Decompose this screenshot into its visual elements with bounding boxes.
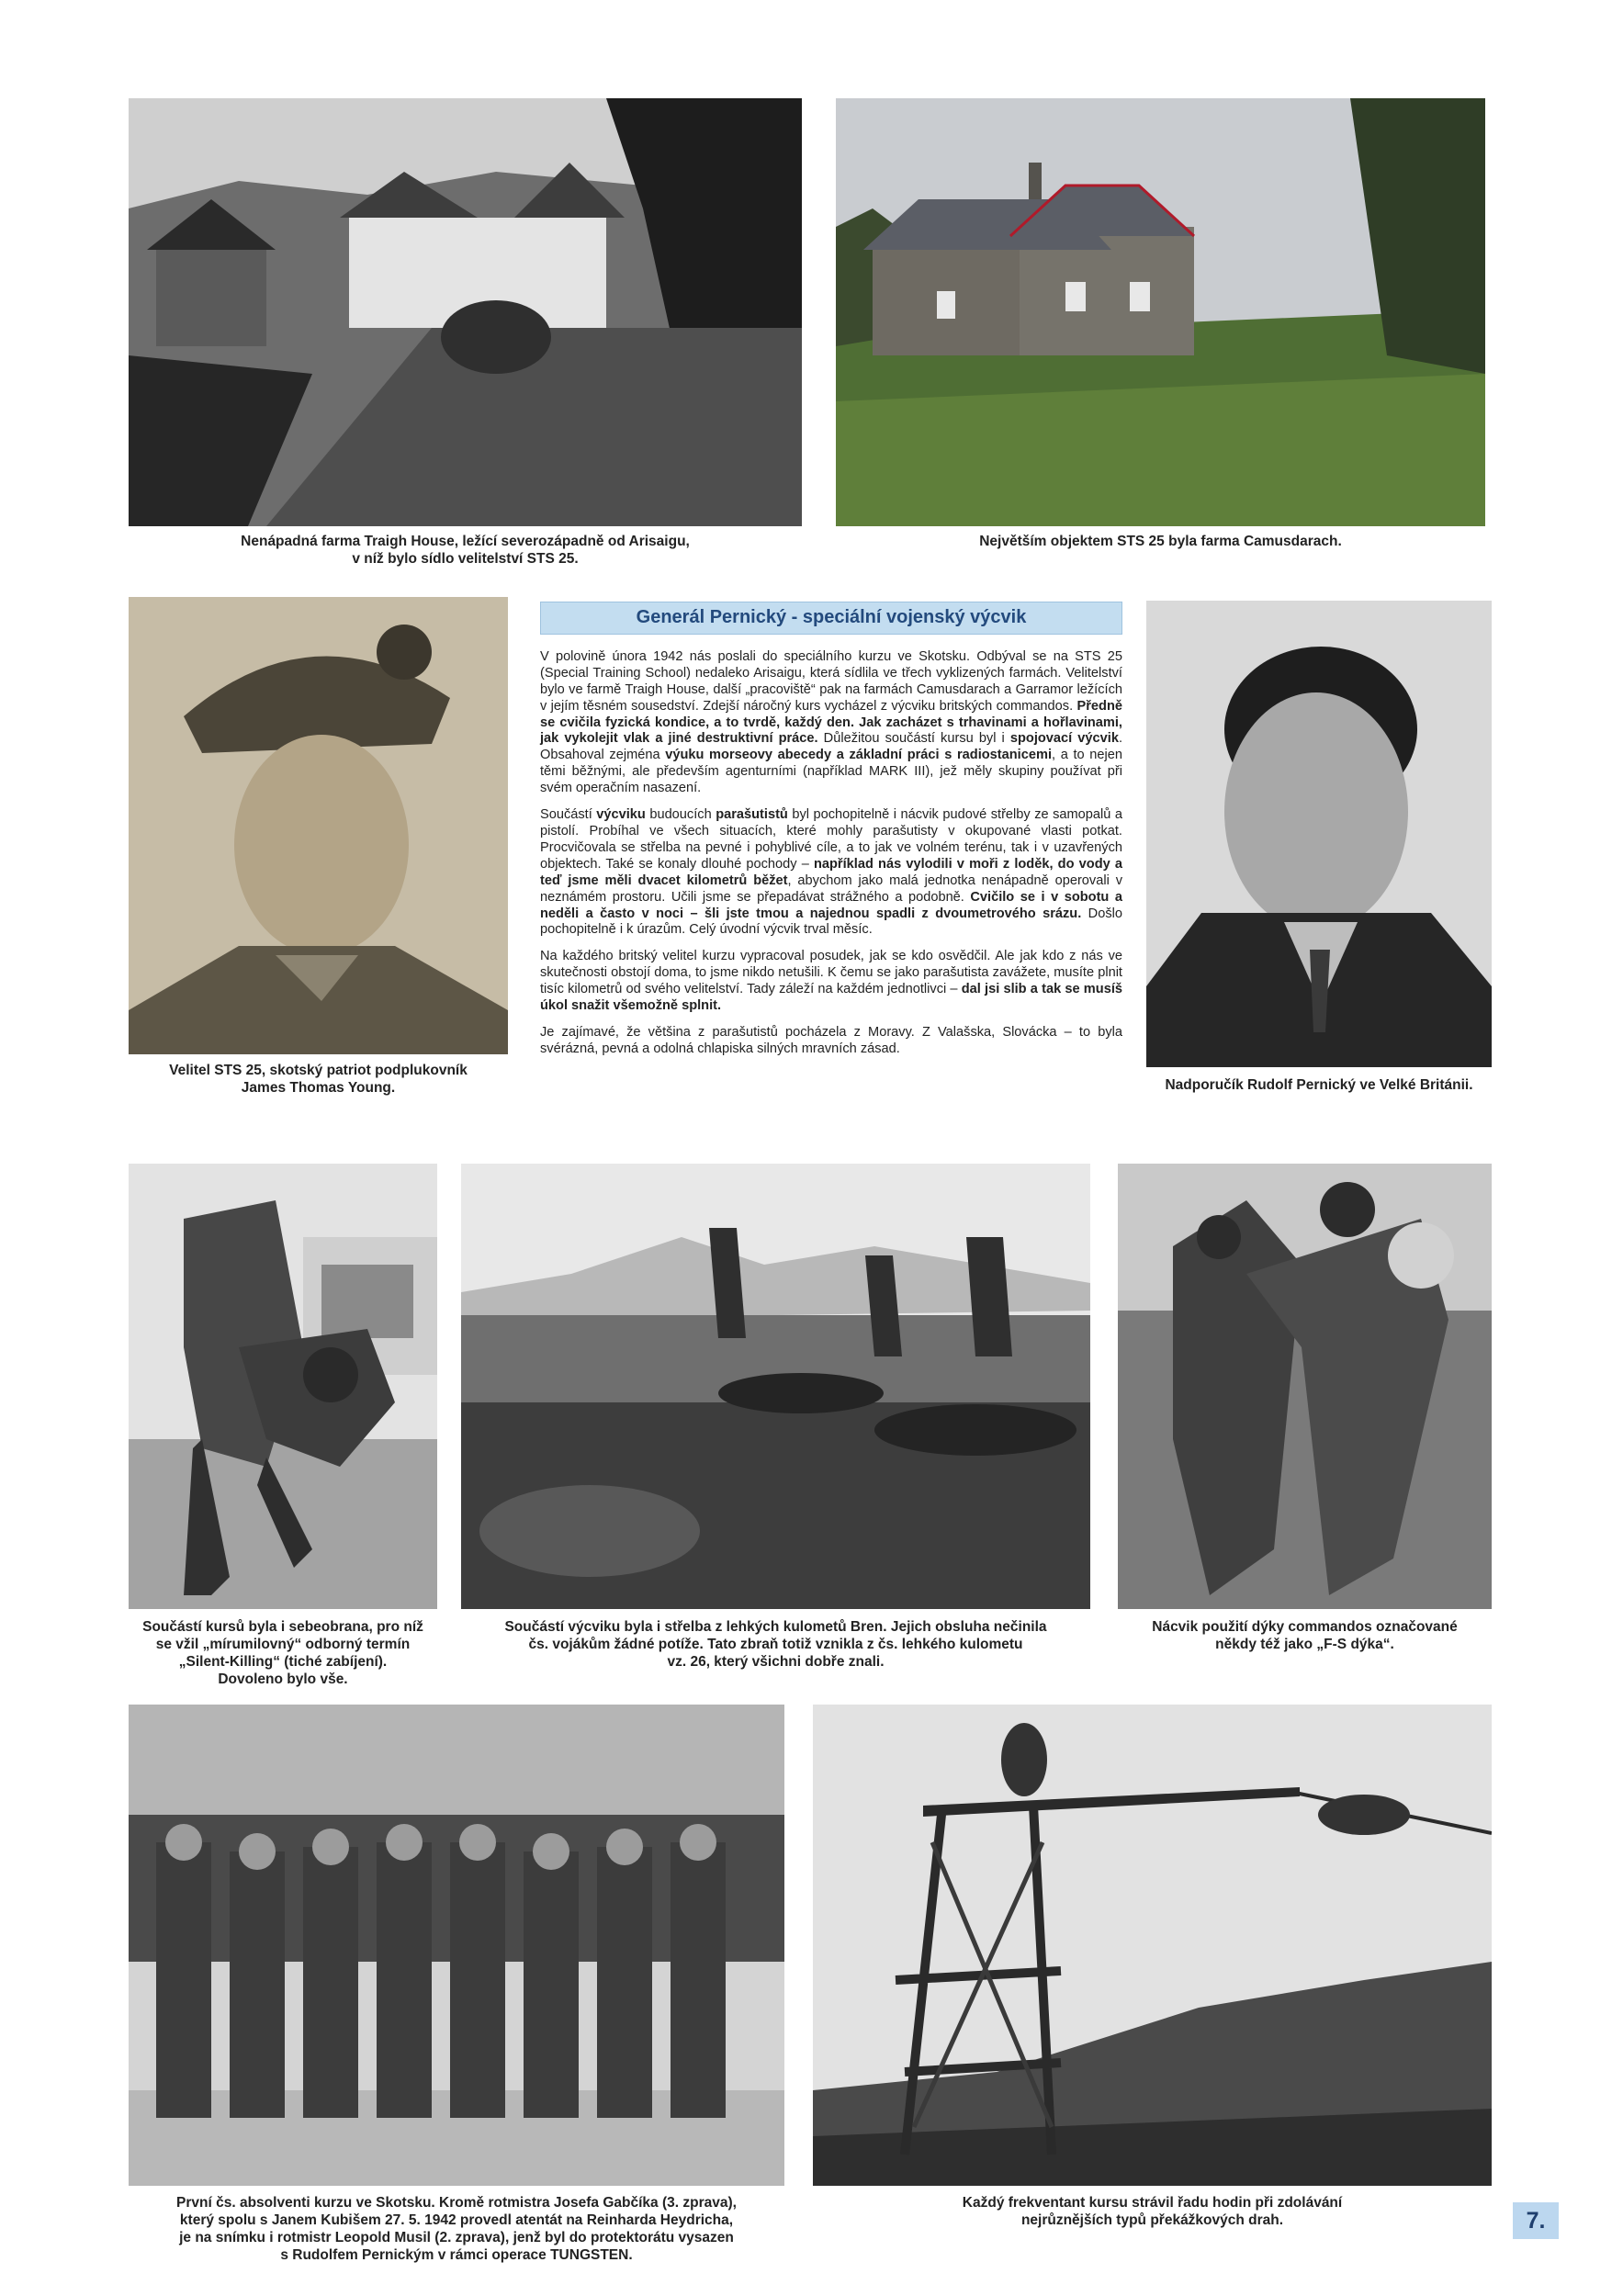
text-run: . Obsahoval zejména [540, 731, 1122, 763]
caption-line: vz. 26, který všichni dobře znali. [667, 1654, 885, 1670]
text-run: Důležitou součástí kursu byl i [817, 731, 1010, 747]
caption-line: Součástí kursů byla i sebeobrana, pro níž [142, 1619, 423, 1635]
text-run: budoucích [645, 807, 716, 823]
rudolf-pernicky-portrait [1146, 601, 1492, 1067]
caption-line: nejrůznějších typů překážkových drah. [1020, 2212, 1284, 2228]
caption-line: který spolu s Janem Kubišem 27. 5. 1942 provedl atentát na Reinharda Heydricha, [179, 2212, 734, 2228]
photo-caption [813, 2194, 1492, 2229]
text-run: , a to nejen těmi běžnými, ale především agenturními (například MARK III), jež měly skupiny používat při svém operačním nasazení. [540, 748, 1123, 796]
article-title: Generál Pernický - speciální vojenský výcvik [540, 602, 1122, 635]
photo-caption [129, 533, 802, 568]
photo-caption [1118, 1618, 1492, 1653]
caption-line: někdy též jako „F-S dýka“. [1215, 1637, 1394, 1652]
text-run: , abychom jako malá jednotka nenápadně operovali v neznámém prostoru. Učili jsme se přepadávat strážného a podobně. [540, 872, 1122, 905]
caption-line: Dovoleno bylo vše. [218, 1671, 348, 1687]
bold-text: spojovací výcvik [1009, 731, 1119, 747]
bold-text: dal jsi slib a tak se musíš úkol snažit všemožně splnit. [540, 982, 1122, 1014]
bold-text: parašutistů [716, 807, 788, 823]
caption-line: Nenápadná farma Traigh House, ležící severozápadně od Arisaigu, [241, 534, 690, 549]
text-run: Došlo pochopitelně i k úrazům. Celý úvodní výcvik trval měsíc. [540, 906, 1122, 938]
caption-line: James Thomas Young. [241, 1080, 396, 1096]
caption-line: čs. vojákům žádné potíže. Tato zbraň totiž vznikla z čs. lehkého kulometu [528, 1637, 1023, 1652]
traigh-house-photo [129, 98, 802, 526]
article-paragraph [540, 649, 1122, 797]
caption-line: Každý frekventant kursu strávil řadu hodin při zdolávání [962, 2195, 1343, 2211]
caption-line: První čs. absolventi kurzu ve Skotsku. Kromě rotmistra Josefa Gabčíka (3. zprava), [176, 2195, 737, 2211]
caption-line: Nácvik použití dýky commandos označované [1152, 1619, 1458, 1635]
caption-line: Velitel STS 25, skotský patriot podplukovník [169, 1063, 468, 1078]
photo-caption [129, 1618, 437, 1688]
caption-line: Nadporučík Rudolf Pernický ve Velké Británii. [1165, 1077, 1473, 1093]
caption-line: Největším objektem STS 25 byla farma Camusdarach. [979, 534, 1342, 549]
first-graduates-group-photo [129, 1705, 784, 2186]
article-body [540, 649, 1122, 1058]
photo-caption [836, 533, 1485, 550]
bold-text: výcviku [596, 807, 646, 823]
bold-text: Předně se cvičila fyzická kondice, a to tvrdě, každý den. Jak zacházet s trhavinami a hořlavinami, jak vykolejit vlak a jiné destruktivní práce. [540, 698, 1122, 747]
james-thomas-young-portrait [129, 597, 508, 1054]
self-defense-photo [129, 1164, 437, 1609]
text-run: V polovině února 1942 nás poslali do speciálního kurzu ve Skotsku. Odbýval se na STS 25 (Special Training School) nedaleko Arisaigu, která sídlila ve třech vyklizených farmách. Velitelství bylo ve farmě Traigh House, další „pracoviště“ pak na farmách Camusdarach a Garramor ležících v jejím těsném sousedství. Zdejší náročný kurs vycházel z výcviku britských commandos. [540, 648, 1122, 714]
bold-text: výuku morseovy abecedy a základní práci s radiostanicemi [665, 748, 1053, 763]
caption-line: „Silent-Killing“ (tiché zabíjení). [178, 1654, 388, 1670]
article-paragraph [540, 807, 1122, 939]
obstacle-course-photo [813, 1705, 1492, 2186]
article [540, 602, 1122, 1068]
camusdarach-farm-photo [836, 98, 1485, 526]
photo-caption [1146, 1076, 1492, 1094]
photo-caption [129, 2194, 784, 2264]
fs-dagger-training-photo [1118, 1164, 1492, 1609]
article-paragraph [540, 949, 1122, 1015]
bren-gun-training-photo [461, 1164, 1090, 1609]
text-run: Na každého britský velitel kurzu vypracoval posudek, jak se kdo osvědčil. Ale jak kdo z nás ve skutečnosti obstojí doma, to jsme nikdo netušili. K čemu se jako parašutista zavážete, musíte plnit tisíc kilometrů od svého velitelství. Tady záleží na každém jednotlivci – [540, 949, 1122, 997]
caption-line: s Rudolfem Pernickým v rámci operace TUNGSTEN. [280, 2247, 633, 2263]
text-run: Součástí [540, 807, 597, 823]
photo-caption [461, 1618, 1090, 1671]
photo-caption [129, 1062, 508, 1097]
bold-text: Cvičilo se i v sobotu a neděli a často v noci – šli jste tmou a najednou spadli z dvoumetrového srázu. [540, 889, 1122, 921]
article-paragraph [540, 1025, 1122, 1058]
page-number: 7. [1513, 2202, 1559, 2239]
bold-text: například nás vylodili v moři z loděk, do vody a teď jsme měli dvacet kilometrů běžet [540, 856, 1123, 888]
caption-line: je na snímku i rotmistr Leopold Musil (2. zprava), jenž byl do protektorátu vysazen [179, 2230, 734, 2245]
caption-line: Součástí výcviku byla i střelba z lehkých kulometů Bren. Jejich obsluha nečinila [504, 1619, 1047, 1635]
caption-line: se vžil „mírumilovný“ odborný termín [155, 1637, 411, 1652]
caption-line: v níž bylo sídlo velitelství STS 25. [352, 551, 579, 567]
text-run: Je zajímavé, že většina z parašutistů pocházela z Moravy. Z Valašska, Slovácka – to byla svérázná, pevná a odolná chlapiska silných mravních zásad. [540, 1024, 1122, 1056]
text-run: byl pochopitelně i nácvik pudové střelby ze samopalů a pistolí. Probíhal ve všech situacích, které mohly parašutisty v okupované vlasti potkat. Procvičovala se střelba na pevné i pohyblivé cíle, a to jak ve volném terénu, tak i v uzavřených objektech. Také se konaly dlouhé pochody – [540, 807, 1122, 872]
